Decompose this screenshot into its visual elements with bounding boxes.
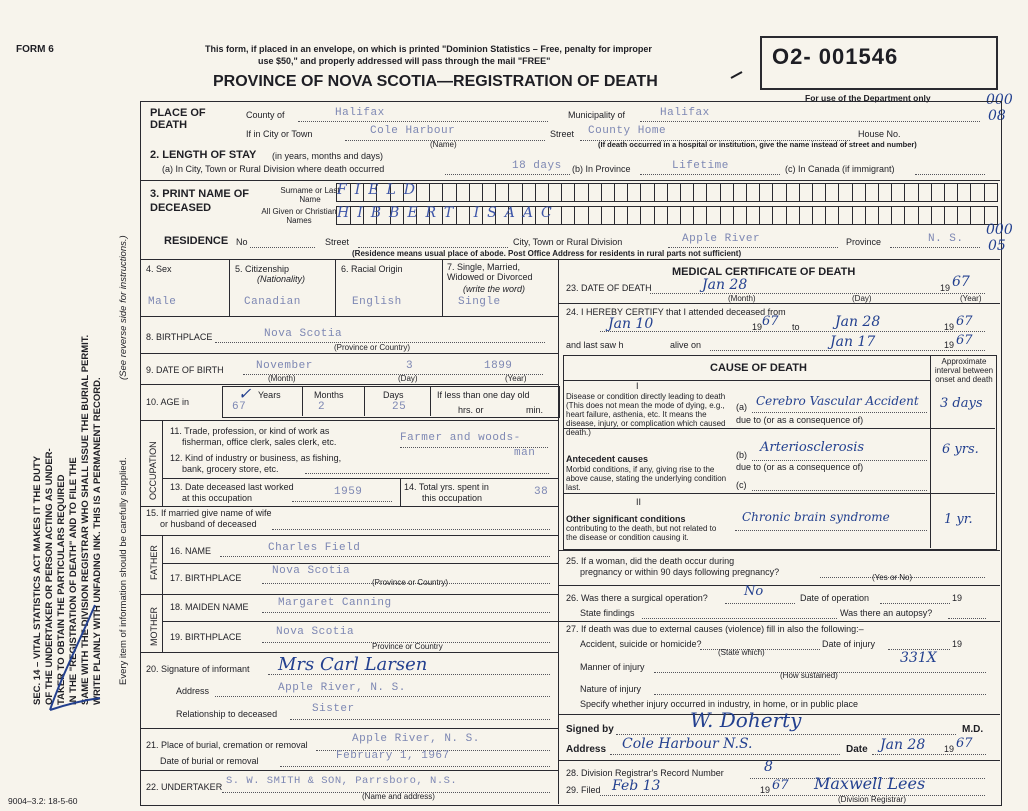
given-names-value: HIBBERT ISAAC	[337, 205, 560, 221]
occupation-q14-sub: this occupation	[422, 493, 483, 503]
age-label: 10. AGE in	[146, 397, 190, 407]
occupation-last-worked-value: 1959	[334, 486, 363, 498]
age-years-value: 67	[232, 401, 247, 413]
dob-month-caption: (Month)	[268, 374, 296, 383]
filed-date: Feb 13	[612, 778, 661, 794]
length-of-stay-label: 2. LENGTH OF STAY	[150, 149, 257, 161]
attended-to-year: 67	[956, 314, 973, 329]
name-grid-cell	[641, 207, 655, 224]
other-conditions-title: Other significant conditions	[566, 514, 686, 524]
house-number-label: House No.	[858, 129, 901, 139]
last-saw-year-prefix: 19	[944, 340, 955, 350]
name-grid-cell	[773, 184, 787, 201]
name-grid-cell	[891, 207, 905, 224]
stay-province-label: (b) In Province	[572, 164, 631, 174]
informant-signature: Mrs Carl Larsen	[278, 654, 428, 675]
margin-pen-stroke	[40, 600, 110, 720]
name-grid-cell	[469, 184, 483, 201]
other-conditions-value: Chronic brain syndrome	[742, 510, 890, 524]
name-grid-cell	[641, 184, 655, 201]
undertaker-caption: (Name and address)	[362, 792, 435, 801]
mother-birthplace-label: 19. BIRTHPLACE	[170, 632, 242, 642]
father-name-label: 16. NAME	[170, 546, 212, 556]
name-grid-cell	[561, 207, 575, 224]
name-grid-cell	[878, 207, 892, 224]
occupation-q14-label: 14. Total yrs. spent in	[404, 482, 489, 492]
occupation-q11-label: 11. Trade, profession, or kind of work as	[170, 426, 330, 436]
injury-date-label: Date of injury	[822, 639, 876, 649]
surgical-operation-label: 26. Was there a surgical operation?	[566, 593, 708, 603]
name-grid-cell	[680, 184, 694, 201]
certify-label: 24. I HEREBY CERTIFY that I attended deceased from	[566, 307, 786, 317]
sidebar-line-8: Every item of information should be carefully supplied.	[118, 457, 129, 685]
registration-number: O2- 001546	[772, 44, 899, 69]
name-grid-cell	[865, 184, 879, 201]
accident-label: Accident, suicide or homicide?	[580, 639, 702, 649]
name-grid-cell	[918, 207, 932, 224]
name-grid-cell	[720, 207, 734, 224]
name-grid-cell	[707, 207, 721, 224]
due-to-label-2: due to (or as a consequence of)	[736, 462, 864, 472]
name-grid-cell	[852, 184, 866, 201]
birthplace-caption: (Province or Country)	[334, 343, 411, 352]
disease-label: Disease or condition directly leading to death (This does not mean the mode of dying, e.g., heart failure, asthenia, etc. It means the disease, injury, or complication which caused death.)	[566, 392, 726, 437]
informant-address-label: Address	[176, 686, 210, 696]
name-grid-cell	[957, 207, 971, 224]
autopsy-label: Was there an autopsy?	[840, 608, 933, 618]
occupation-trade-value: Farmer and woods-	[400, 432, 521, 444]
name-grid-cell	[495, 184, 509, 201]
racial-origin-value: English	[352, 296, 402, 308]
occupation-q12-sub: bank, grocery store, etc.	[182, 464, 279, 474]
residence-label: RESIDENCE	[164, 235, 229, 247]
name-grid-cell	[971, 184, 985, 201]
sex-label: 4. Sex	[146, 264, 172, 274]
residence-province-label: Province	[846, 237, 882, 247]
name-grid-cell	[693, 184, 707, 201]
age-years-label: Years	[258, 390, 281, 400]
name-grid-cell	[746, 207, 760, 224]
mother-maiden-name-label: 18. MAIDEN NAME	[170, 602, 249, 612]
mother-vertical-label: MOTHER	[149, 607, 159, 646]
citizenship-sub: (Nationality)	[257, 274, 306, 284]
stay-city-label: (a) In City, Town or Rural Division where death occurred	[162, 164, 385, 174]
cause-c-label: (c)	[736, 480, 747, 490]
sidebar-line-6: WRITE PLAINLY WITH UNFADING INK. THIS IS A PERMANENT RECORD.	[92, 377, 103, 705]
mother-birthplace-caption: Province or Country	[372, 642, 443, 651]
street-label: Street	[550, 129, 575, 139]
father-name-value: Charles Field	[268, 542, 361, 554]
state-findings-label: State findings	[580, 608, 635, 618]
part-one-label: I	[636, 381, 639, 391]
name-grid-cell	[957, 184, 971, 201]
name-grid-cell	[693, 207, 707, 224]
department-code-2: 08	[988, 108, 1006, 124]
name-grid-cell	[865, 207, 879, 224]
interval-label: Approximate interval between onset and death	[934, 357, 994, 384]
name-grid-cell	[773, 207, 787, 224]
occupation-trade-value-2: man	[514, 447, 536, 459]
last-saw-label: and last saw h	[566, 340, 624, 350]
filed-year-prefix: 19	[760, 785, 771, 795]
spouse-label-2: or husband of deceased	[160, 519, 257, 529]
department-code-1: 000	[986, 92, 1013, 108]
name-grid-cell	[588, 184, 602, 201]
undertaker-value: S. W. SMITH & SON, Parrsboro, N.S.	[226, 775, 458, 787]
residence-province-value: N. S.	[928, 233, 964, 245]
print-name-label: 3. PRINT NAME OF DECEASED	[150, 188, 250, 214]
attended-from-year: 67	[762, 314, 779, 329]
cause-b-interval: 6 yrs.	[942, 442, 979, 457]
name-grid-cell	[878, 184, 892, 201]
surgical-operation-value: No	[744, 584, 764, 599]
name-grid-cell	[561, 184, 575, 201]
name-grid-cell	[601, 207, 615, 224]
residence-no-label: No	[236, 237, 248, 247]
citizenship-value: Canadian	[244, 296, 301, 308]
county-label: County of	[246, 110, 285, 120]
name-grid-cell	[905, 184, 919, 201]
name-grid-cell	[852, 207, 866, 224]
burial-place-label: 21. Place of burial, cremation or removal	[146, 740, 308, 750]
informant-relationship-value: Sister	[312, 703, 355, 715]
age-check-mark: ✓	[238, 384, 252, 403]
envelope-note-line-2: use $50," and properly addressed will pass through the mail "FREE"	[258, 56, 551, 66]
signed-address-value: Cole Harbour N.S.	[622, 736, 753, 752]
attended-from-date: Jan 10	[608, 316, 654, 332]
name-grid-cell	[812, 184, 826, 201]
surname-grid	[336, 183, 998, 202]
name-grid-cell	[429, 184, 443, 201]
signed-date-label: Date	[846, 744, 868, 755]
date-of-death-label: 23. DATE OF DEATH	[566, 283, 652, 293]
name-grid-cell	[720, 184, 734, 201]
residence-note: (Residence means usual place of abode. Post Office Address for residents in rural parts not sufficient)	[352, 249, 742, 258]
age-days-value: 25	[392, 401, 407, 413]
medical-certificate-title: MEDICAL CERTIFICATE OF DEATH	[672, 266, 856, 278]
name-grid-cell	[905, 207, 919, 224]
mother-maiden-name-value: Margaret Canning	[278, 597, 392, 609]
dob-year-value: 1899	[484, 360, 513, 372]
name-grid-cell	[443, 184, 457, 201]
name-grid-cell	[456, 184, 470, 201]
name-grid-cell	[614, 184, 628, 201]
other-conditions-label: contributing to the death, but not related to the disease or condition causing it.	[566, 524, 717, 542]
signed-address-label: Address	[566, 744, 607, 755]
name-grid-cell	[654, 207, 668, 224]
cause-of-death-title: CAUSE OF DEATH	[710, 362, 807, 374]
residence-code-1: 000	[986, 222, 1013, 238]
burial-place-value: Apple River, N. S.	[352, 733, 480, 745]
how-sustained-caption: (How sustained)	[780, 671, 838, 680]
name-grid-cell	[759, 207, 773, 224]
name-grid-cell	[825, 207, 839, 224]
sidebar-line-4: IN THE "REGISTRATION OF DEATH" AND TO FILE THE	[68, 457, 79, 705]
burial-date-value: February 1, 1967	[336, 750, 450, 762]
given-names-label: All Given or Christian Names	[261, 207, 337, 225]
father-birthplace-label: 17. BIRTHPLACE	[170, 573, 242, 583]
name-grid-cell	[839, 184, 853, 201]
name-grid-cell	[799, 184, 813, 201]
father-birthplace-value: Nova Scotia	[272, 565, 351, 577]
name-grid-cell	[548, 184, 562, 201]
death-day-caption: (Day)	[852, 294, 872, 303]
residence-code-2: 05	[988, 238, 1006, 254]
name-grid-cell	[627, 207, 641, 224]
place-of-death-label: PLACE OF DEATH	[150, 107, 206, 131]
sidebar-line-3: TAKER TO OBTAIN THE PARTICULARS REQUIRED	[56, 474, 67, 705]
marital-status-label: 7. Single, Married, Widowed or Divorced	[447, 262, 533, 282]
attended-to-year-prefix: 19	[944, 322, 955, 332]
operation-date-label: Date of operation	[800, 593, 870, 603]
cause-b-label: (b)	[736, 450, 747, 460]
minutes-label: min.	[526, 405, 544, 415]
name-grid-cell	[891, 184, 905, 201]
name-grid-cell	[667, 184, 681, 201]
name-grid-cell	[733, 184, 747, 201]
mother-birthplace-value: Nova Scotia	[276, 626, 355, 638]
stay-canada-label: (c) In Canada (if immigrant)	[785, 164, 895, 174]
racial-origin-label: 6. Racial Origin	[341, 264, 403, 274]
record-number-label: 28. Division Registrar's Record Number	[566, 768, 724, 778]
name-grid-cell	[944, 184, 958, 201]
name-grid-cell	[614, 207, 628, 224]
operation-year-prefix: 19	[952, 593, 963, 603]
name-grid-cell	[733, 207, 747, 224]
name-grid-cell	[522, 184, 536, 201]
municipality-value: Halifax	[660, 107, 710, 119]
marital-status-value: Single	[458, 296, 501, 308]
undertaker-label: 22. UNDERTAKER	[146, 782, 223, 792]
form-number-label: FORM 6	[16, 44, 54, 55]
external-cause-code: 331X	[900, 650, 937, 666]
city-name-caption: (Name)	[430, 140, 457, 149]
name-grid-cell	[588, 207, 602, 224]
name-grid-cell	[535, 184, 549, 201]
name-grid-cell	[944, 207, 958, 224]
attended-to-label: to	[792, 322, 800, 332]
name-grid-cell	[812, 207, 826, 224]
informant-relationship-label: Relationship to deceased	[176, 709, 278, 719]
residence-division-label: City, Town or Rural Division	[513, 237, 623, 247]
stay-province-value: Lifetime	[672, 160, 729, 172]
cause-b-value: Arteriosclerosis	[760, 440, 865, 455]
md-label: M.D.	[962, 724, 984, 735]
name-grid-cell	[482, 184, 496, 201]
form-title: PROVINCE OF NOVA SCOTIA—REGISTRATION OF DEATH	[213, 73, 658, 90]
burial-date-label: Date of burial or removal	[160, 756, 259, 766]
sidebar-line-7: (See reverse side for instructions.)	[118, 235, 129, 380]
dob-month-value: November	[256, 360, 313, 372]
sidebar-line-2: OF THE UNDERTAKER OR PERSON ACTING AS UNDER-	[44, 448, 55, 705]
residence-division-value: Apple River	[682, 233, 761, 245]
attended-to-date: Jan 28	[835, 314, 881, 330]
part-two-label: II	[636, 497, 642, 507]
dob-year-caption: (Year)	[505, 374, 527, 383]
dob-label: 9. DATE OF BIRTH	[146, 365, 224, 375]
pregnancy-yes-no: (Yes or No)	[872, 573, 913, 582]
attended-from-year-prefix: 19	[752, 322, 763, 332]
name-grid-cell	[627, 184, 641, 201]
footer-form-code: 9004–3.2: 18-5-60	[8, 796, 78, 806]
signed-year-value: 67	[956, 736, 973, 751]
age-months-value: 2	[318, 401, 326, 413]
name-grid-cell	[786, 207, 800, 224]
name-grid-cell	[667, 207, 681, 224]
filed-label: 29. Filed	[566, 785, 601, 795]
name-grid-cell	[654, 184, 668, 201]
due-to-label-1: due to (or as a consequence of)	[736, 415, 864, 425]
occupation-q13-sub: at this occupation	[182, 493, 253, 503]
surname-label: Surname or Last Name	[280, 186, 340, 204]
other-conditions-interval: 1 yr.	[944, 512, 973, 527]
occupation-total-years-value: 38	[534, 486, 549, 498]
name-grid-cell	[786, 184, 800, 201]
injury-year-prefix: 19	[952, 639, 963, 649]
informant-address-value: Apple River, N. S.	[278, 682, 406, 694]
city-label: If in City or Town	[246, 129, 313, 139]
father-birthplace-caption: (Province or Country)	[372, 578, 449, 587]
manner-of-injury-label: Manner of injury	[580, 662, 645, 672]
name-grid-cell	[839, 207, 853, 224]
age-days-label: Days	[383, 390, 404, 400]
name-grid-cell	[707, 184, 721, 201]
hours-label: hrs. or	[458, 405, 484, 415]
city-value: Cole Harbour	[370, 125, 456, 137]
physician-signature: W. Doherty	[690, 708, 802, 732]
stay-city-value: 18 days	[512, 160, 562, 172]
father-vertical-label: FATHER	[149, 545, 159, 580]
state-which-caption: (State which)	[718, 648, 765, 657]
signed-year-prefix: 19	[944, 744, 955, 754]
sex-value: Male	[148, 296, 177, 308]
name-grid-cell	[759, 184, 773, 201]
municipality-label: Municipality of	[568, 110, 626, 120]
less-than-day-label: If less than one day old	[437, 390, 530, 400]
last-saw-year: 67	[956, 333, 973, 348]
department-use-label: For use of the Department only	[805, 93, 931, 103]
last-saw-date: Jan 17	[830, 334, 876, 350]
name-grid-cell	[575, 207, 589, 224]
name-grid-cell	[971, 207, 985, 224]
name-grid-cell	[918, 184, 932, 201]
name-grid-cell	[680, 207, 694, 224]
antecedent-label: Morbid conditions, if any, giving rise to the above cause, stating the underlying condition last.	[566, 465, 727, 492]
length-of-stay-sub: (in years, months and days)	[272, 151, 384, 161]
dob-day-caption: (Day)	[398, 374, 418, 383]
county-value: Halifax	[335, 107, 385, 119]
informant-signature-label: 20. Signature of informant	[146, 664, 250, 674]
envelope-note-line-1: This form, if placed in an envelope, on which is printed "Dominion Statistics – Free, penalty for improper	[205, 44, 652, 54]
signed-date-value: Jan 28	[880, 737, 926, 753]
name-grid-cell	[746, 184, 760, 201]
name-grid-cell	[931, 184, 945, 201]
header-pen-mark	[730, 70, 744, 80]
residence-street-label: Street	[325, 237, 350, 247]
name-grid-cell	[799, 207, 813, 224]
name-grid-cell	[825, 184, 839, 201]
pregnancy-label: 25. If a woman, did the death occur during	[566, 556, 735, 566]
date-of-death-year-prefix: 19	[940, 283, 951, 293]
date-of-death-year: 67	[952, 274, 970, 290]
sidebar-line-5: SAME WITH THE DIVISION REGISTRAR WHO SHALL ISSUE THE BURIAL PERMIT.	[80, 334, 91, 705]
nature-of-injury-label: Nature of injury	[580, 684, 642, 694]
dob-day-value: 3	[406, 360, 414, 372]
marital-status-sub: (write the word)	[463, 284, 526, 294]
birthplace-label: 8. BIRTHPLACE	[146, 332, 213, 342]
spouse-label: 15. If married give name of wife	[146, 508, 272, 518]
street-value: County Home	[588, 125, 667, 137]
citizenship-label: 5. Citizenship	[235, 264, 290, 274]
pregnancy-label-2: pregnancy or within 90 days following pregnancy?	[580, 567, 780, 577]
birthplace-value: Nova Scotia	[264, 328, 343, 340]
hospital-note: (If death occurred in a hospital or institution, give the name instead of street and number)	[598, 140, 917, 149]
sidebar-line-1: SEC. 14 – VITAL STATISTICS ACT MAKES IT THE DUTY	[32, 455, 43, 705]
antecedent-title: Antecedent causes	[566, 454, 649, 464]
surname-value: FIELD	[337, 182, 423, 198]
name-grid-cell	[575, 184, 589, 201]
cause-a-interval: 3 days	[940, 396, 983, 411]
death-month-caption: (Month)	[728, 294, 756, 303]
occupation-q13-label: 13. Date deceased last worked	[170, 482, 294, 492]
record-number-value: 8	[764, 759, 773, 775]
injury-place-label: Specify whether injury occurred in industry, in home, or in public place	[580, 699, 858, 709]
external-causes-label: 27. If death was due to external causes (violence) fill in also the following:–	[566, 624, 864, 634]
filed-year: 67	[772, 778, 789, 793]
death-year-caption: (Year)	[960, 294, 982, 303]
occupation-vertical-label: OCCUPATION	[148, 441, 158, 500]
registrar-caption: (Division Registrar)	[838, 795, 907, 804]
age-months-label: Months	[314, 390, 344, 400]
name-grid-cell	[931, 207, 945, 224]
cause-a-label: (a)	[736, 402, 747, 412]
signed-by-label: Signed by	[566, 724, 614, 735]
registrar-signature: Maxwell Lees	[814, 774, 926, 793]
name-grid-cell	[601, 184, 615, 201]
occupation-q11-sub: fisherman, office clerk, sales clerk, etc.	[182, 437, 337, 447]
date-of-death-month-day: Jan 28	[702, 277, 748, 293]
cause-a-value: Cerebro Vascular Accident	[756, 394, 919, 408]
name-grid-cell	[509, 184, 523, 201]
occupation-q12-label: 12. Kind of industry or business, as fishing,	[170, 453, 342, 463]
alive-on-label: alive on	[670, 340, 702, 350]
